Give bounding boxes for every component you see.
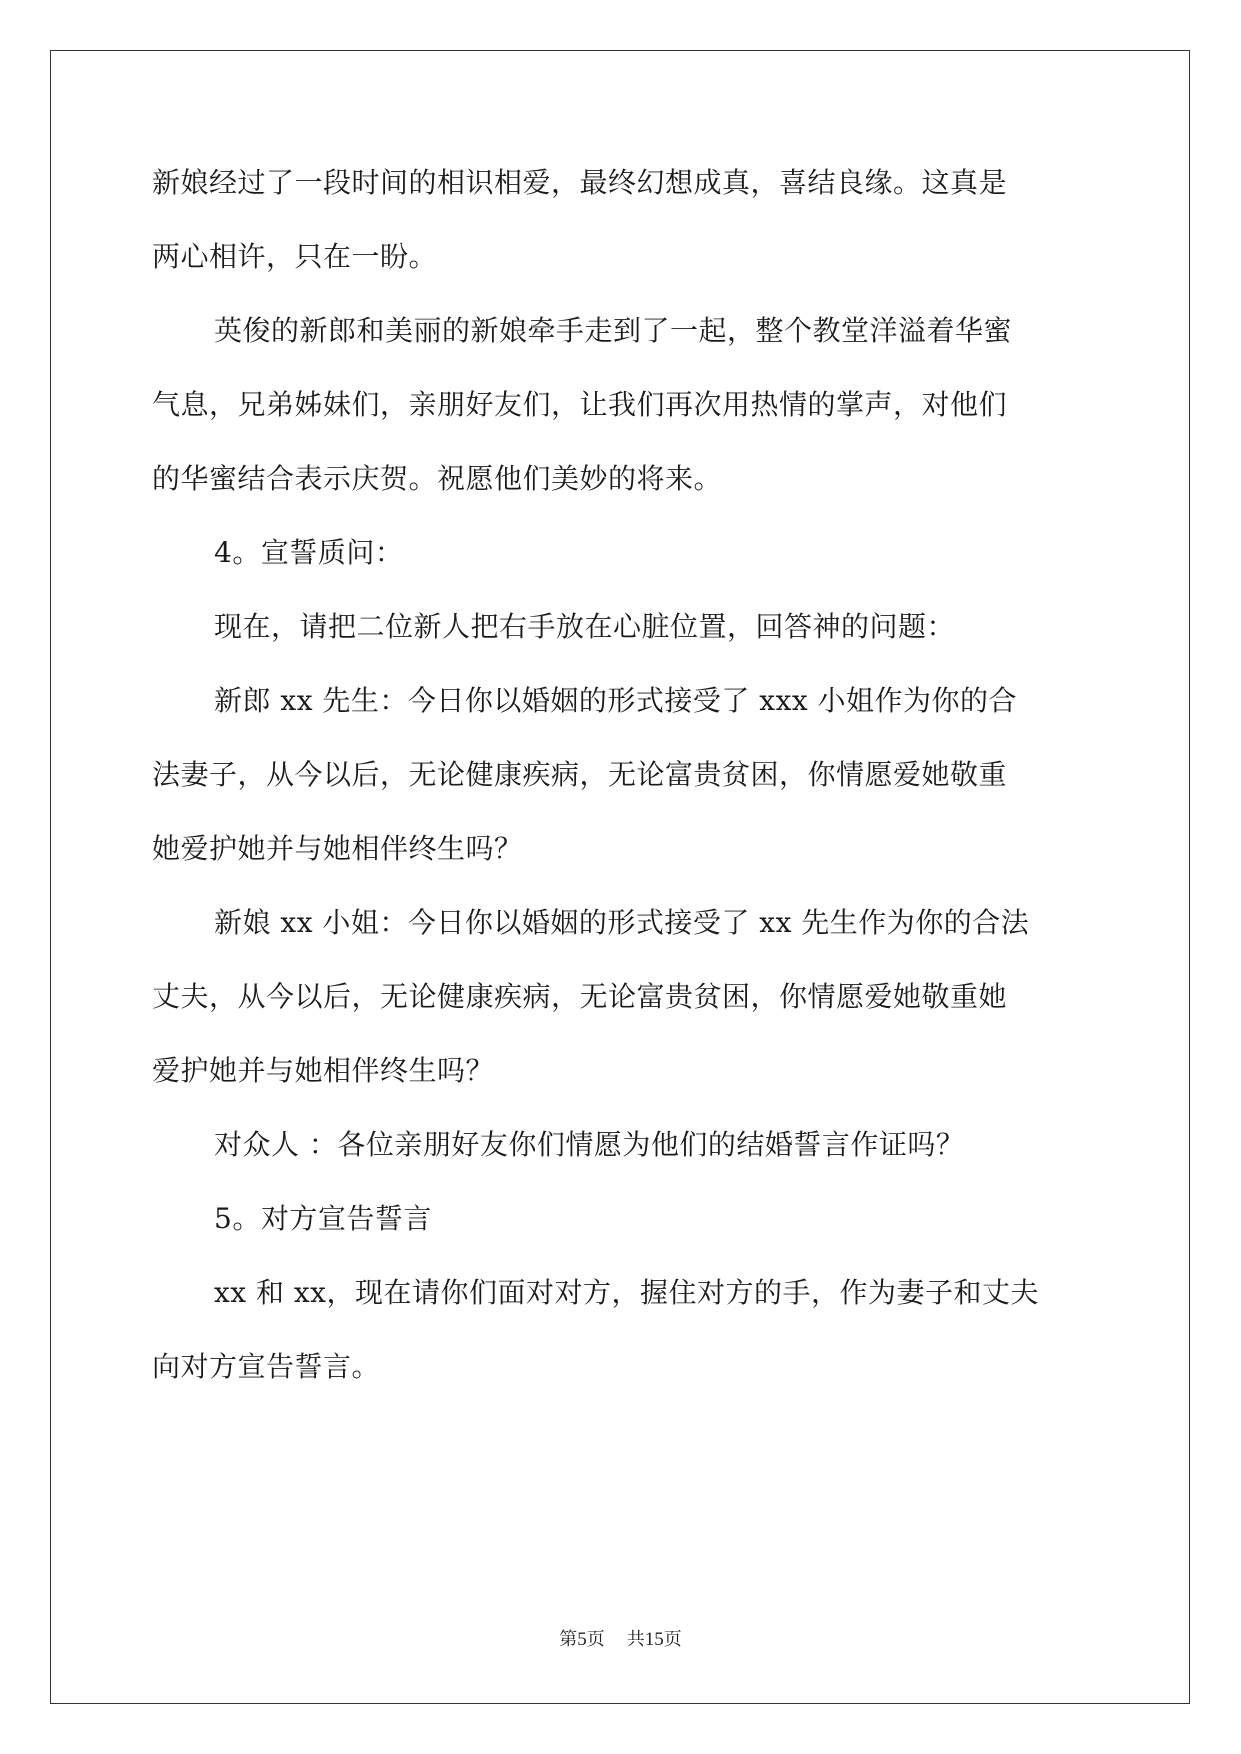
text-line: 向对方宣告誓言。 (152, 1350, 381, 1383)
page-footer (0, 1628, 1241, 1652)
text-line: 新娘 xx 小姐：今日你以婚姻的形式接受了 xx 先生作为你的合法 (214, 906, 1030, 939)
text-line: 爱护她并与她相伴终生吗？ (152, 1054, 495, 1087)
page-number: 5 (577, 1629, 587, 1650)
text-line: 新娘经过了一段时间的相识相爱，最终幻想成真，喜结良缘。这真是 (152, 166, 1008, 199)
section-heading: 4。宣誓质问： (214, 536, 404, 569)
page-suffix: 页 (586, 1629, 605, 1650)
text-line: 丈夫，从今以后，无论健康疾病，无论富贵贫困，你情愿爱她敬重她 (152, 980, 1008, 1013)
page-border (50, 50, 1190, 1704)
text-line: 英俊的新郎和美丽的新娘牵手走到了一起，整个教堂洋溢着华蜜 (214, 314, 1013, 347)
text-line: 新郎 xx 先生：今日你以婚姻的形式接受了 xxx 小姐作为你的合 (214, 684, 1018, 717)
text-line: 她爱护她并与她相伴终生吗？ (152, 832, 523, 865)
text-line: xx 和 xx，现在请你们面对对方，握住对方的手，作为妻子和丈夫 (214, 1276, 1039, 1309)
total-prefix: 共 (626, 1629, 645, 1650)
text-line: 现在，请把二位新人把右手放在心脏位置，回答神的问题： (214, 610, 956, 643)
page-prefix: 第 (559, 1629, 578, 1650)
text-line: 两心相许，只在一盼。 (152, 240, 438, 273)
text-line: 的华蜜结合表示庆贺。祝愿他们美妙的将来。 (152, 462, 723, 495)
text-line: 气息，兄弟姊妹们，亲朋好友们，让我们再次用热情的掌声，对他们 (152, 388, 1008, 421)
total-suffix: 页 (663, 1629, 682, 1650)
text-line: 法妻子，从今以后，无论健康疾病，无论富贵贫困，你情愿爱她敬重 (152, 758, 1008, 791)
total-pages: 15 (644, 1629, 664, 1650)
section-heading: 5。对方宣告誓言 (214, 1202, 432, 1235)
text-line: 对众人 ：各位亲朋好友你们情愿为他们的结婚誓言作证吗？ (214, 1128, 965, 1161)
